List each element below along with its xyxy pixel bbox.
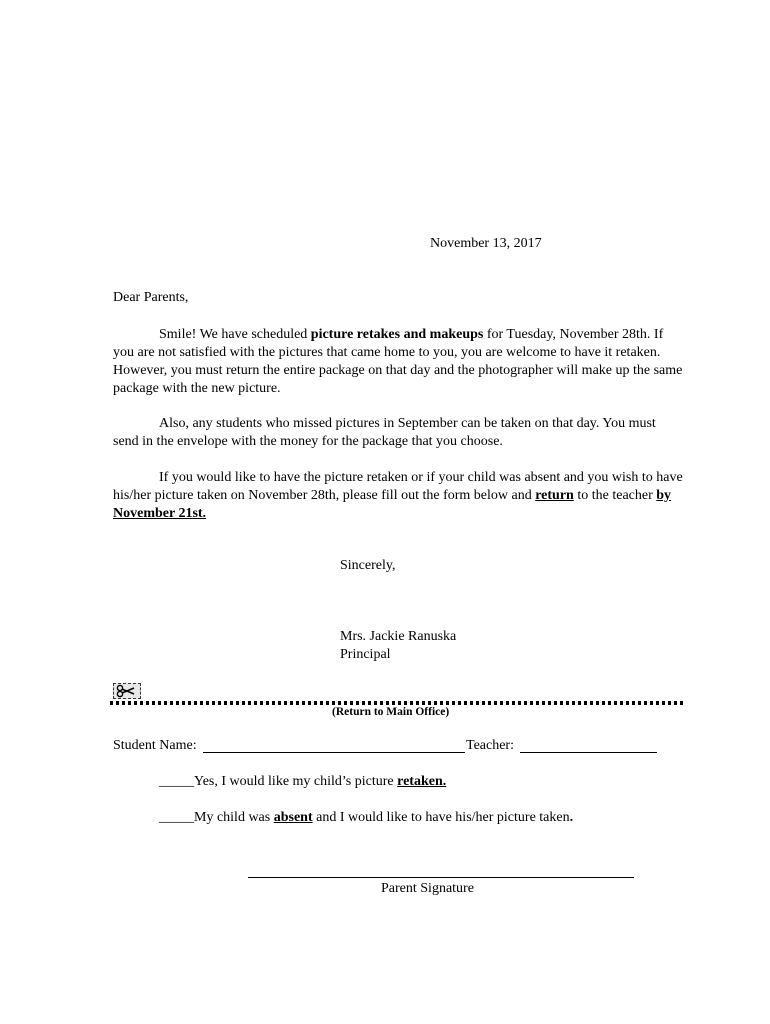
paragraph-retakes-intro: Smile! We have scheduled (159, 327, 311, 342)
teacher-field[interactable] (520, 752, 657, 753)
instructions-intro: If you would like to have the picture retaken or if your child was absent and you wish to have his/her picture taken on November 28th, please fill out the form below and (113, 470, 683, 503)
option-absent-rest: and I would like to have his/her picture taken (312, 810, 570, 825)
retakes-emphasis: picture retakes and makeups (310, 327, 484, 342)
return-emphasis: return (535, 488, 574, 503)
return-note: (Return to Main Office) (332, 706, 450, 718)
deadline-emphasis: by November 21st. (113, 488, 672, 521)
paragraph-missed (113, 415, 683, 451)
option-absent-period: . (569, 810, 574, 825)
paragraph-retakes (113, 326, 683, 398)
parent-signature-field[interactable] (248, 877, 634, 878)
instructions-middle: to the teacher (573, 488, 657, 503)
option-retake-emphasis: retaken. (397, 774, 447, 789)
option-absent-blank[interactable]: _____ (159, 810, 194, 825)
salutation: Dear Parents, (113, 290, 189, 305)
teacher-label: Teacher: (466, 738, 514, 753)
cut-line (110, 701, 684, 705)
paragraph-missed-text: Also, any students who missed pictures in September can be taken on that day. You must send in the envelope with the money for the package that you choose. (113, 416, 656, 449)
option-retake (159, 774, 446, 790)
signer-name: Mrs. Jackie Ranuska (340, 629, 457, 644)
paragraph-form-instructions (113, 469, 683, 523)
student-name-field[interactable] (203, 752, 465, 753)
option-retake-text: Yes, I would like my child’s picture (194, 774, 398, 789)
student-name-label: Student Name: (113, 738, 197, 753)
option-absent-text: My child was (194, 810, 274, 825)
option-absent-emphasis: absent (273, 810, 313, 825)
paragraph-retakes-body: for Tuesday, November 28th. If you are not satisfied with the pictures that came home to you, you are welcome to have it retaken. However, you must return the entire package on that day and the photographer will make up the same package with the new picture. (113, 327, 683, 396)
letter-date: November 13, 2017 (430, 236, 542, 251)
parent-signature-label: Parent Signature (381, 881, 474, 896)
option-retake-blank[interactable]: _____ (159, 774, 194, 789)
option-absent (159, 810, 573, 826)
signer-title: Principal (340, 647, 391, 662)
closing: Sincerely, (340, 558, 396, 573)
scissors-icon (113, 683, 141, 699)
